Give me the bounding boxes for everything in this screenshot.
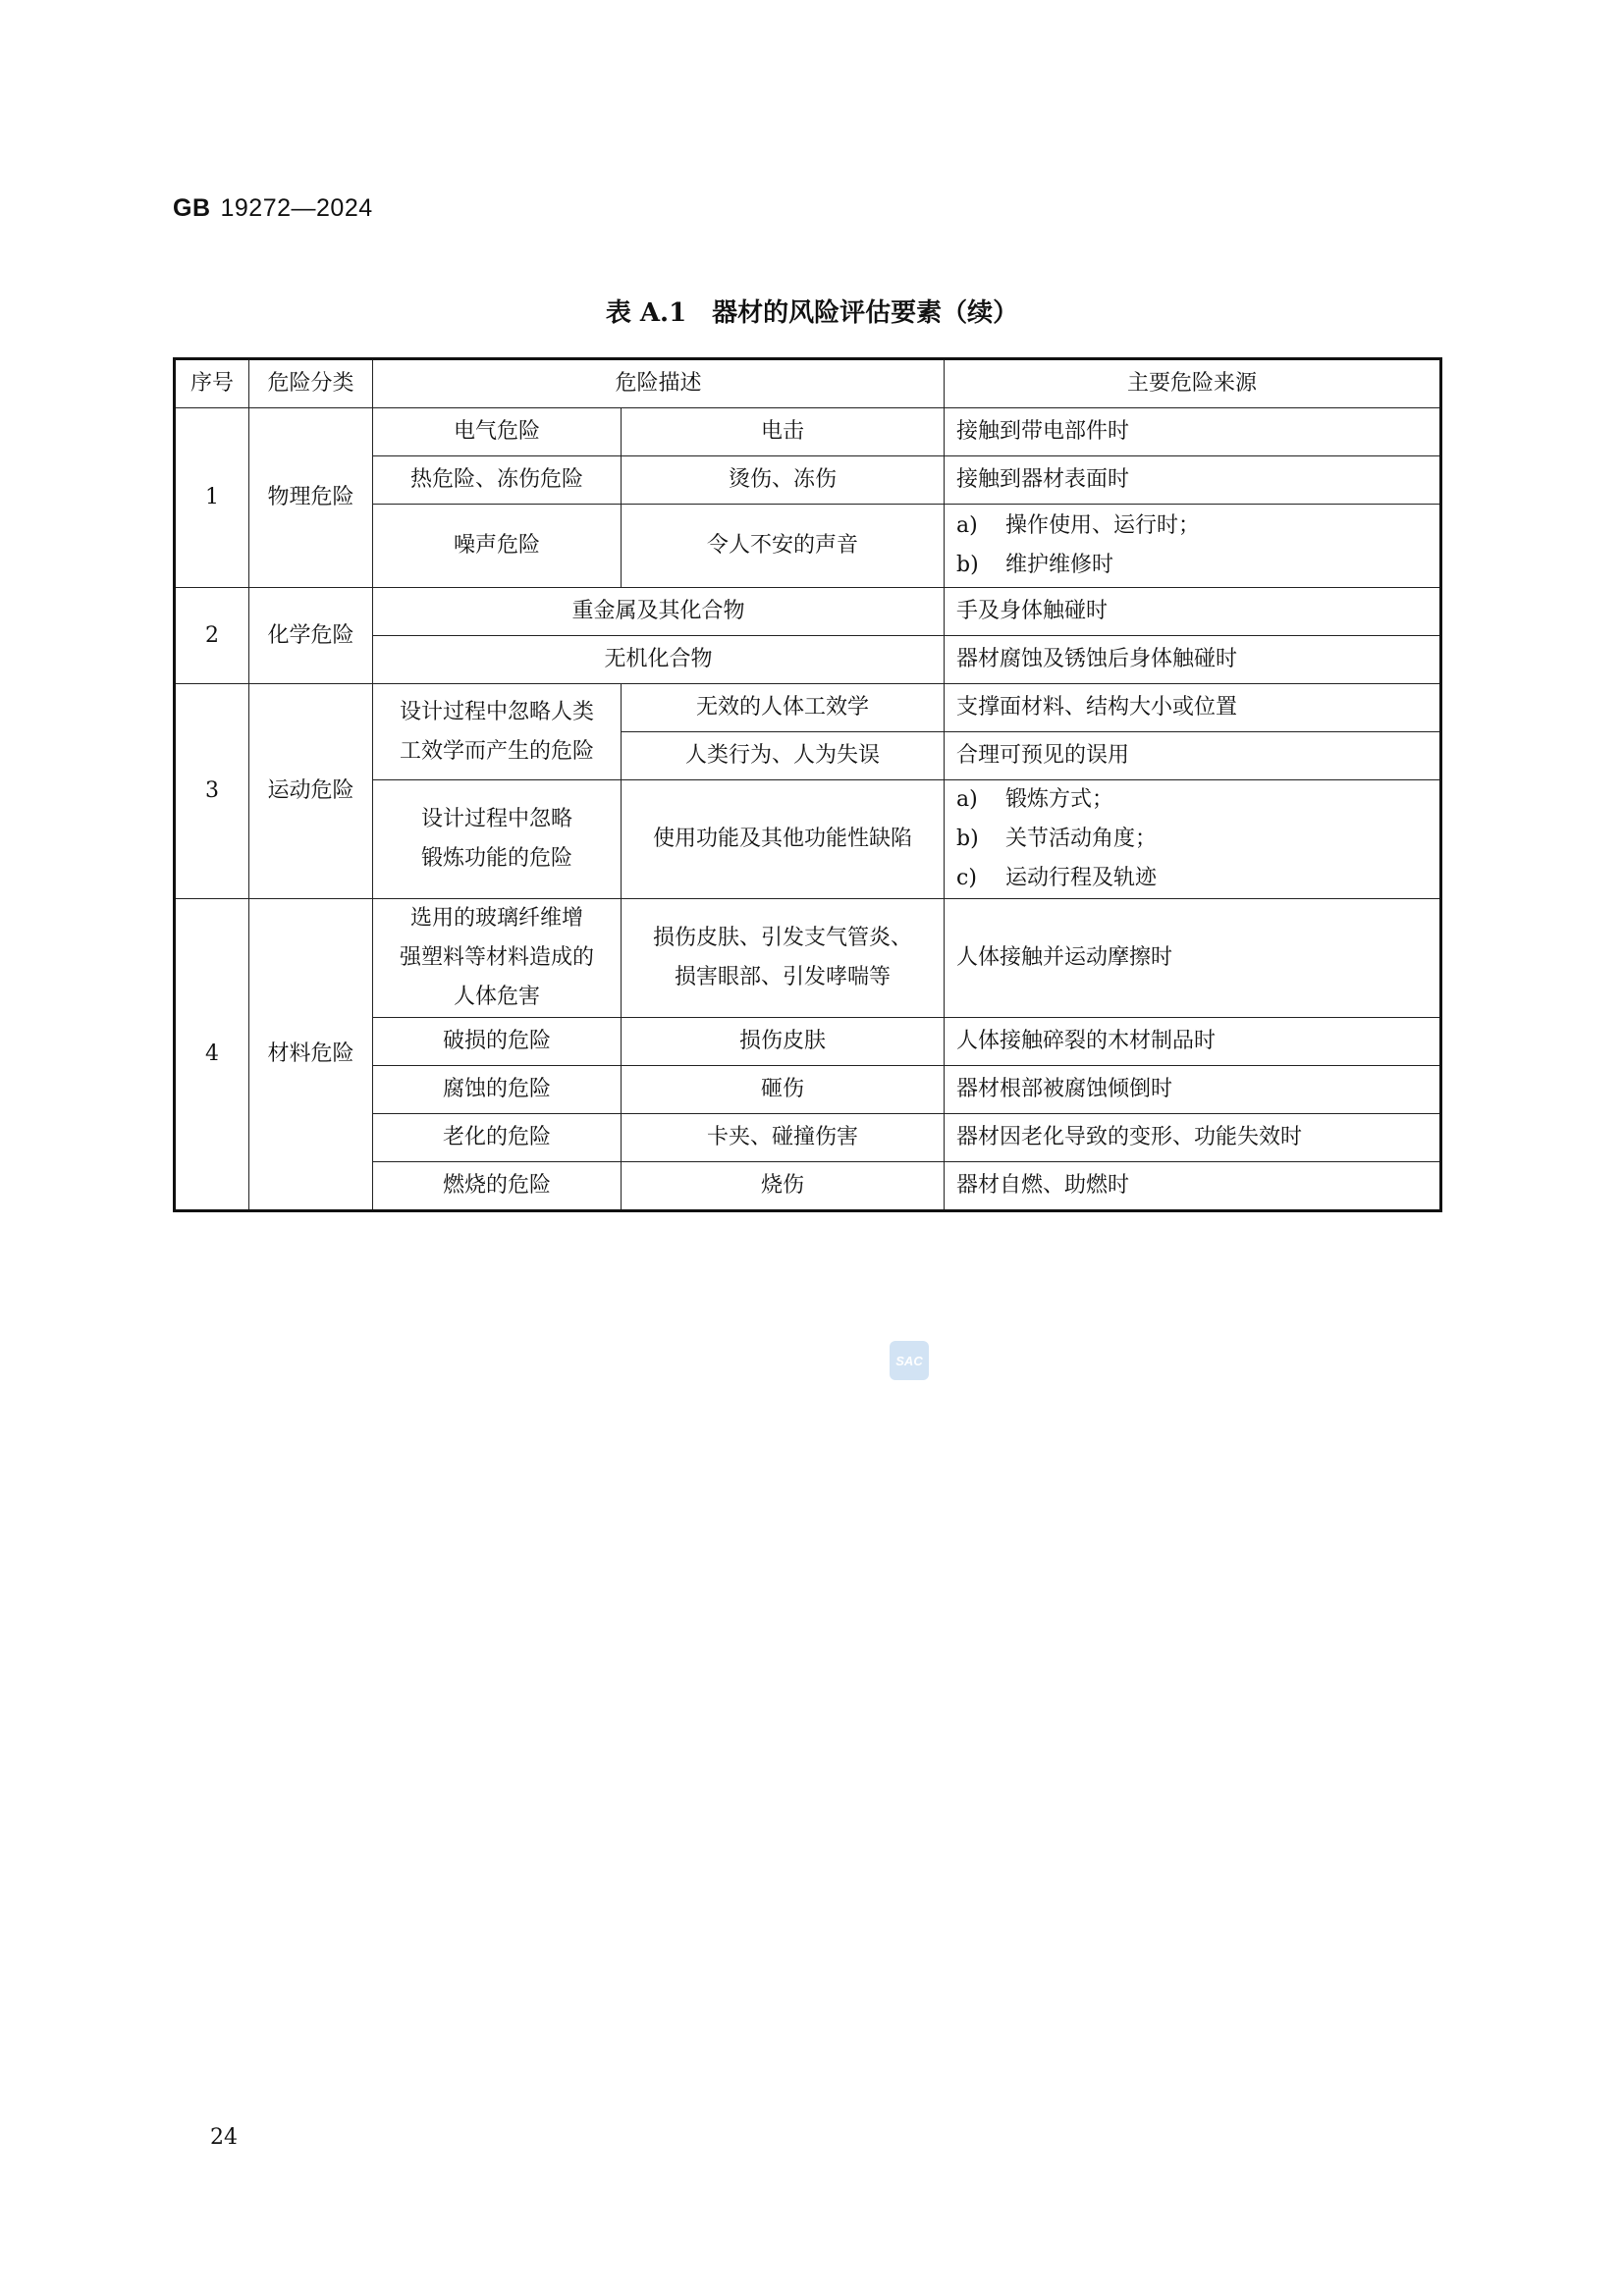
hazard-description: 选用的玻璃纤维增 强塑料等材料造成的 人体危害 <box>373 899 622 1018</box>
table-row <box>175 899 1441 1018</box>
hazard-source: 接触到器材表面时 <box>945 456 1441 505</box>
row-number: 2 <box>175 588 249 684</box>
hazard-effect: 损伤皮肤 <box>622 1018 945 1066</box>
hazard-category: 化学危险 <box>249 588 373 684</box>
list-item: a) 操作使用、运行时； <box>956 513 1201 538</box>
hazard-source: 器材根部被腐蚀倾倒时 <box>945 1066 1441 1114</box>
hazard-category: 物理危险 <box>249 408 373 588</box>
column-header: 危险描述 <box>373 359 945 408</box>
hazard-source: 器材因老化导致的变形、功能失效时 <box>945 1114 1441 1162</box>
list-item: b) 关节活动角度； <box>956 827 1158 851</box>
hazard-category: 运动危险 <box>249 684 373 899</box>
hazard-effect: 卡夹、碰撞伤害 <box>622 1114 945 1162</box>
hazard-effect: 令人不安的声音 <box>622 505 945 588</box>
column-header: 主要危险来源 <box>945 359 1441 408</box>
hazard-source: 器材自燃、助燃时 <box>945 1162 1441 1211</box>
hazard-category: 材料危险 <box>249 899 373 1211</box>
hazard-source-list <box>945 505 1441 588</box>
hazard-effect: 无效的人体工效学 <box>622 684 945 732</box>
hazard-source-list <box>945 780 1441 899</box>
risk-assessment-table <box>173 357 1442 1212</box>
standard-number: 19272—2024 <box>220 194 373 222</box>
hazard-source: 合理可预见的误用 <box>945 732 1441 780</box>
hazard-effect: 电击 <box>622 408 945 456</box>
table-row <box>175 408 1441 456</box>
hazard-description: 重金属及其化合物 <box>373 588 945 636</box>
hazard-description: 老化的危险 <box>373 1114 622 1162</box>
hazard-source: 人体接触并运动摩擦时 <box>945 899 1441 1018</box>
hazard-effect: 使用功能及其他功能性缺陷 <box>622 780 945 899</box>
hazard-effect: 损伤皮肤、引发支气管炎、 损害眼部、引发哮喘等 <box>622 899 945 1018</box>
hazard-description: 破损的危险 <box>373 1018 622 1066</box>
table-caption: 表 A.1 器材的风险评估要素（续） <box>605 298 1019 328</box>
row-number: 4 <box>175 899 249 1211</box>
table-row <box>175 588 1441 636</box>
hazard-source: 支撑面材料、结构大小或位置 <box>945 684 1441 732</box>
hazard-source: 手及身体触碰时 <box>945 588 1441 636</box>
hazard-source: 器材腐蚀及锈蚀后身体触碰时 <box>945 636 1441 684</box>
hazard-effect: 人类行为、人为失误 <box>622 732 945 780</box>
sac-logo-watermark <box>888 1339 931 1382</box>
hazard-description: 燃烧的危险 <box>373 1162 622 1211</box>
hazard-description: 设计过程中忽略 锻炼功能的危险 <box>373 780 622 899</box>
list-item: b) 维护维修时 <box>956 553 1114 577</box>
hazard-effect: 烫伤、冻伤 <box>622 456 945 505</box>
standard-header <box>173 194 373 223</box>
page-number: 24 <box>210 2125 238 2150</box>
hazard-effect: 砸伤 <box>622 1066 945 1114</box>
table-header-row <box>175 359 1441 408</box>
row-number: 3 <box>175 684 249 899</box>
hazard-source: 人体接触碎裂的木材制品时 <box>945 1018 1441 1066</box>
row-number: 1 <box>175 408 249 588</box>
watermark-text: SAC <box>895 1354 923 1368</box>
hazard-description: 设计过程中忽略人类 工效学而产生的危险 <box>373 684 622 780</box>
hazard-source: 接触到带电部件时 <box>945 408 1441 456</box>
column-header: 序号 <box>175 359 249 408</box>
hazard-description: 电气危险 <box>373 408 622 456</box>
hazard-description: 无机化合物 <box>373 636 945 684</box>
list-item: c) 运动行程及轨迹 <box>956 866 1158 890</box>
list-item: a) 锻炼方式； <box>956 787 1114 812</box>
table-row <box>175 684 1441 732</box>
hazard-description: 热危险、冻伤危险 <box>373 456 622 505</box>
column-header: 危险分类 <box>249 359 373 408</box>
hazard-effect: 烧伤 <box>622 1162 945 1211</box>
hazard-description: 噪声危险 <box>373 505 622 588</box>
hazard-description: 腐蚀的危险 <box>373 1066 622 1114</box>
standard-prefix: GB <box>173 194 211 222</box>
